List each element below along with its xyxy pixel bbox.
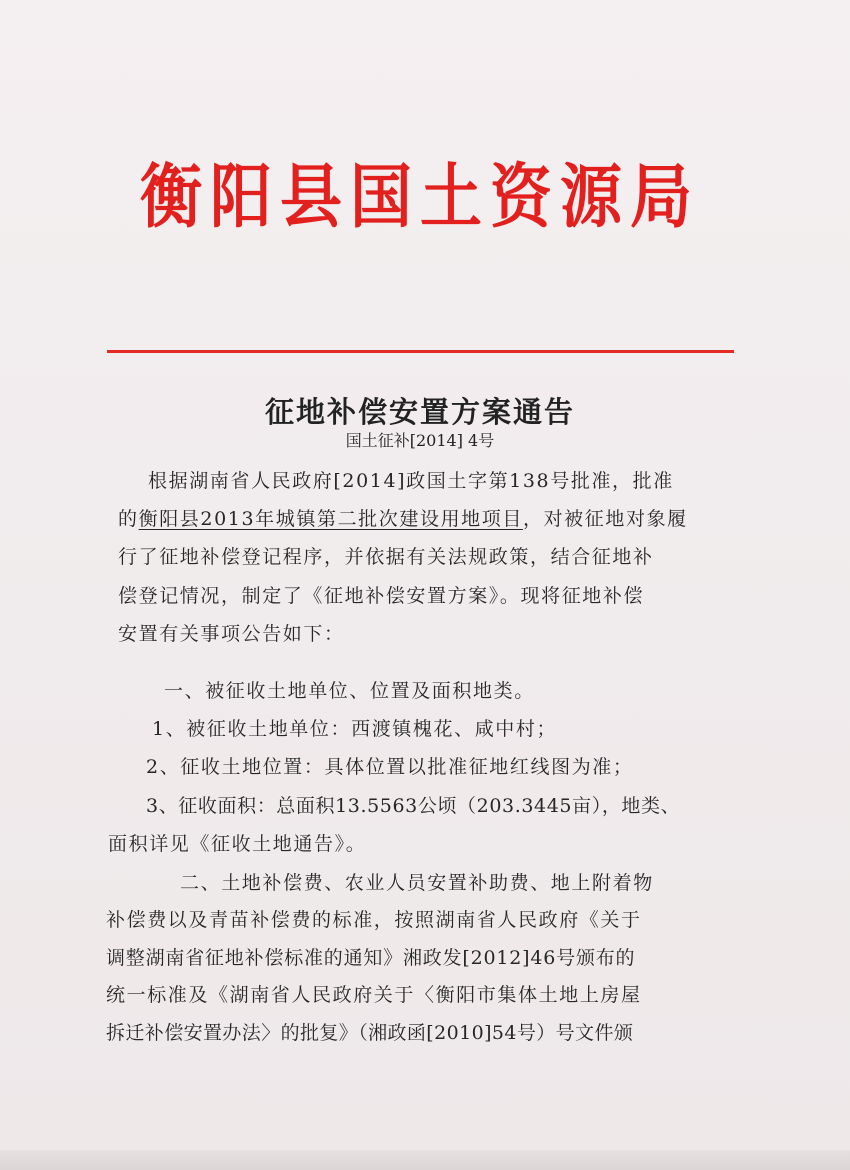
section-1-item-2: 2、征收土地位置：具体位置以批准征地红线图为准；: [146, 756, 634, 779]
section-1-item-1: 1、被征收土地单位：西渡镇槐花、咸中村；: [152, 718, 558, 741]
section-1: [108, 672, 728, 863]
intro-paragraph: [118, 462, 718, 653]
section-2-line-4: 统一标准及《湖南省人民政府关于〈衡阳市集体土地上房屋: [106, 984, 642, 1007]
agency-letterhead: 衡阳县国土资源局: [139, 155, 700, 238]
section-1-heading: 一、被征收土地单位、位置及面积地类。: [164, 680, 535, 702]
intro-line-2-suffix: ，对被征地对象履: [522, 508, 688, 531]
intro-line-3: 行了征地补偿登记程序，并依据有关法规政策，结合征地补: [118, 546, 654, 569]
section-1-item-3-cont: 面积详见《征收土地通告》。: [108, 832, 367, 855]
section-2-line-3: 调整湖南省征地补偿标准的通知》湘政发[2012]46号颁布的: [106, 946, 636, 969]
section-2-line-5: 拆迁补偿安置办法〉的批复》（湘政函[2010]54号）号文件颁: [106, 1021, 634, 1044]
project-name: 衡阳县2013年城镇第二批次建设用地项目: [138, 508, 523, 531]
letterhead-red-rule: [107, 350, 734, 353]
section-1-item-3: 3、征收面积：总面积13.5563公顷（203.3445亩），地类、: [146, 794, 681, 817]
section-2: [106, 865, 726, 1052]
intro-line-1: 根据湖南省人民政府[2014]政国土字第138号批准，批准: [148, 470, 674, 492]
section-2-line-2: 补偿费以及青苗补偿费的标准，按照湖南省人民政府《关于: [106, 909, 642, 932]
intro-line-5: 安置有关事项公告如下：: [118, 622, 345, 645]
intro-line-2: [118, 500, 718, 538]
page-bottom-edge: [0, 1150, 850, 1170]
intro-line-2-prefix: 的: [118, 508, 139, 531]
intro-line-4: 偿登记情况，制定了《征地补偿安置方案》。现将征地补偿: [118, 584, 645, 607]
section-2-line-1: 二、土地补偿费、农业人员安置补助费、地上附着物: [180, 872, 654, 894]
document-number: 国土征补[2014] 4号: [345, 431, 495, 450]
notice-title: 征地补偿安置方案通告: [264, 395, 575, 429]
